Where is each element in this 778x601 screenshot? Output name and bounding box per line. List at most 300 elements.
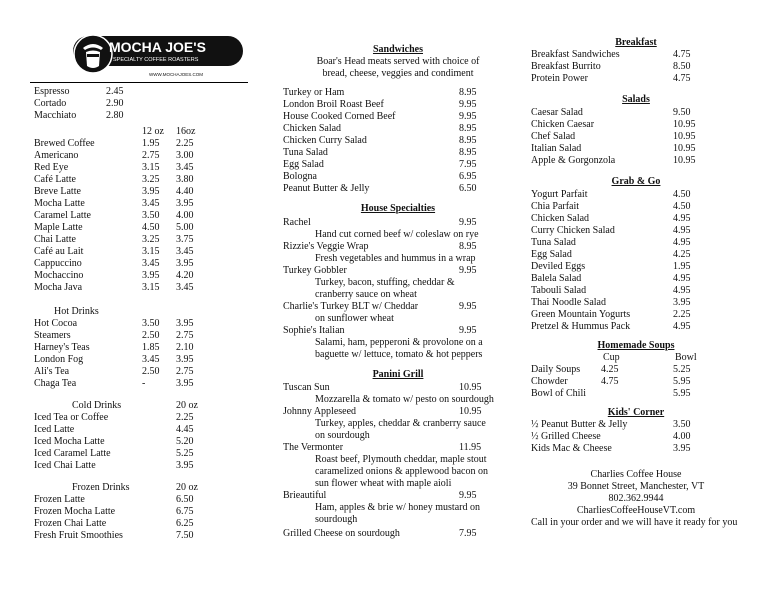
item-price-large: 3.45: [176, 246, 194, 257]
item-price-large: 3.95: [176, 378, 194, 389]
size-small-header: 12 oz: [142, 126, 164, 137]
item-price: 11.95: [459, 442, 482, 453]
item-description: Hand cut corned beef w/ coleslaw on rye: [315, 229, 479, 240]
menu-item: [531, 119, 746, 131]
item-name: Iced Caramel Latte: [34, 448, 111, 459]
menu-item: [283, 111, 513, 123]
item-price: 4.95: [673, 321, 691, 332]
item-price-large: 3.45: [176, 282, 194, 293]
menu-item: [34, 530, 244, 542]
item-name: Turkey or Ham: [283, 87, 345, 98]
footer-address: 39 Bonnet Street, Manchester, VT: [567, 481, 705, 492]
item-price: 6.95: [459, 171, 477, 182]
item-price-large: 2.25: [176, 138, 194, 149]
item-price-large: 5.00: [176, 222, 194, 233]
item-price: 8.95: [459, 147, 477, 158]
salads-header: Salads: [622, 94, 650, 105]
item-name: Yogurt Parfait: [531, 189, 588, 200]
item-name: Café Latte: [34, 174, 76, 185]
item-description: Mozzarella & tomato w/ pesto on sourdough: [315, 394, 494, 405]
item-name: Mochaccino: [34, 270, 84, 281]
item-name: Steamers: [34, 330, 71, 341]
menu-item: [283, 442, 513, 454]
item-description: cranberry sauce on wheat: [315, 289, 417, 300]
menu-item: [34, 460, 244, 472]
item-name: Ali's Tea: [34, 366, 70, 377]
menu-item: [531, 49, 746, 61]
item-price-large: 3.75: [176, 234, 194, 245]
item-price-small: 3.45: [142, 354, 160, 365]
size-header: 20 oz: [176, 400, 198, 411]
menu-item: [34, 436, 244, 448]
item-name: Rachel: [283, 217, 311, 228]
item-price: 3.50: [673, 419, 691, 430]
menu-item: [531, 261, 746, 273]
menu-item: [531, 431, 746, 443]
menu-item: [283, 159, 513, 171]
menu-item: [531, 376, 746, 388]
item-price-small: 3.95: [142, 186, 160, 197]
item-price: 4.45: [176, 424, 194, 435]
item-name: Mocha Latte: [34, 198, 85, 209]
menu-item: [531, 364, 746, 376]
item-name: Iced Mocha Latte: [34, 436, 105, 447]
sandwiches-header: Sandwiches: [372, 44, 423, 55]
item-price: 10.95: [673, 155, 696, 166]
item-name: Tabouli Salad: [531, 285, 587, 296]
menu-item: [283, 99, 513, 111]
menu-item: [283, 217, 513, 229]
menu-item: [531, 143, 746, 155]
item-name: Turkey Gobbler: [283, 265, 347, 276]
item-price: 7.50: [176, 530, 194, 541]
menu-item: [34, 270, 244, 282]
item-description: on sourdough: [315, 430, 370, 441]
menu-item: [34, 86, 244, 98]
item-price: 2.25: [176, 412, 194, 423]
spacer: [34, 472, 244, 482]
item-name: Cappuccino: [34, 258, 82, 269]
item-description: Roast beef, Plymouth cheddar, maple stout: [315, 454, 487, 465]
cold-drinks-header: [34, 400, 244, 412]
menu-item: [531, 201, 746, 213]
homemade-soups-header: Homemade Soups: [597, 340, 675, 351]
menu-item: [34, 186, 244, 198]
spacer: [531, 455, 746, 469]
item-name: Caesar Salad: [531, 107, 583, 118]
item-name: Balela Salad: [531, 273, 582, 284]
item-name: Cortado: [34, 98, 67, 109]
item-price: 9.95: [459, 111, 477, 122]
spacer: [531, 85, 746, 93]
menu-item: [34, 258, 244, 270]
item-price: 3.95: [673, 297, 691, 308]
item-price-large: 2.75: [176, 330, 194, 341]
kids-corner-header: Kids' Corner: [607, 407, 665, 418]
item-name: Tuna Salad: [283, 147, 328, 158]
item-price-small: -: [142, 378, 146, 389]
item-description: sourdough: [315, 514, 358, 525]
menu-item: [34, 366, 244, 378]
section-title: Hot Drinks: [54, 306, 99, 317]
item-name: ½ Grilled Cheese: [531, 431, 601, 442]
item-name: Iced Chai Latte: [34, 460, 96, 471]
footer-phone: 802.362.9944: [608, 493, 664, 504]
item-price: 1.95: [673, 261, 691, 272]
menu-item: [34, 424, 244, 436]
menu-item: [34, 342, 244, 354]
menu-item: [531, 419, 746, 431]
menu-item: [34, 448, 244, 460]
spacer: [531, 167, 746, 175]
item-price: 5.25: [176, 448, 194, 459]
item-price: 3.95: [673, 443, 691, 454]
item-name: London Fog: [34, 354, 84, 365]
menu-item: [531, 237, 746, 249]
item-price-large: 3.00: [176, 150, 194, 161]
item-price: 6.25: [176, 518, 194, 529]
item-name: Bowl of Chili: [531, 388, 587, 399]
item-name: Espresso: [34, 86, 70, 97]
item-price-large: 4.40: [176, 186, 194, 197]
menu-item: [283, 87, 513, 99]
item-price: 4.95: [673, 237, 691, 248]
section-description: bread, cheese, veggies and condiment: [322, 68, 474, 79]
item-name: Thai Noodle Salad: [531, 297, 606, 308]
menu-item: [34, 150, 244, 162]
menu-item: [531, 249, 746, 261]
menu-item: [531, 273, 746, 285]
menu-item: [34, 138, 244, 150]
item-price: 4.95: [673, 273, 691, 284]
menu-item: [283, 241, 513, 253]
menu-item: [283, 325, 513, 337]
menu-item: [283, 183, 513, 195]
item-description: sun flower wheat with maple aioli: [315, 478, 452, 489]
menu-item: [34, 354, 244, 366]
item-name: Mocha Java: [34, 282, 83, 293]
item-price: 8.95: [459, 87, 477, 98]
footer-name: Charlies Coffee House: [590, 469, 682, 480]
menu-item: [531, 155, 746, 167]
item-price-large: 3.95: [176, 258, 194, 269]
item-name: The Vermonter: [283, 442, 344, 453]
item-price: 4.50: [673, 201, 691, 212]
item-price: 6.50: [459, 183, 477, 194]
menu-item: [34, 110, 244, 122]
spacer: [283, 80, 513, 87]
item-price-small: 2.75: [142, 150, 160, 161]
item-price-small: 3.25: [142, 174, 160, 185]
breakfast-column: [531, 36, 746, 529]
menu-item: [34, 162, 244, 174]
footer-call-in: Call in your order and we will have it ready for you: [531, 517, 738, 528]
menu-item: [34, 222, 244, 234]
item-name: Macchiato: [34, 110, 77, 121]
menu-item: [34, 506, 244, 518]
item-price-bowl: 5.25: [673, 364, 691, 375]
menu-item: [531, 443, 746, 455]
item-name: Apple & Gorgonzola: [531, 155, 616, 166]
item-price-small: 3.45: [142, 198, 160, 209]
item-name: Frozen Chai Latte: [34, 518, 107, 529]
house-specialties-header: House Specialties: [360, 203, 436, 214]
item-name: Charlie's Turkey BLT w/ Cheddar: [283, 301, 419, 312]
cup-header: Cup: [603, 352, 620, 363]
section-title: Frozen Drinks: [72, 482, 130, 493]
spacer: [283, 361, 513, 368]
menu-item: [34, 198, 244, 210]
item-name: Egg Salad: [531, 249, 572, 260]
item-name: Brewed Coffee: [34, 138, 95, 149]
item-price-small: 1.85: [142, 342, 160, 353]
item-name: Grilled Cheese on sourdough: [283, 528, 400, 539]
item-name: Tuscan Sun: [283, 382, 330, 393]
menu-item: [34, 494, 244, 506]
frozen-drinks-header: [34, 482, 244, 494]
item-name: London Broil Roast Beef: [283, 99, 384, 110]
item-price: 9.95: [459, 217, 477, 228]
item-price: 4.25: [673, 249, 691, 260]
menu-item: [34, 282, 244, 294]
item-name: Johnny Appleseed: [283, 406, 357, 417]
size-header-row: [34, 126, 244, 138]
item-price-large: 4.00: [176, 210, 194, 221]
item-name: Kids Mac & Cheese: [531, 443, 612, 454]
soup-size-header-row: [531, 352, 746, 364]
menu-item: [531, 309, 746, 321]
item-name: Peanut Butter & Jelly: [283, 183, 370, 194]
menu-item: [283, 301, 513, 313]
item-name: Caramel Latte: [34, 210, 91, 221]
item-price-bowl: 5.95: [673, 388, 691, 399]
item-price: 5.20: [176, 436, 194, 447]
item-name: Chicken Salad: [283, 123, 342, 134]
menu-item: [34, 174, 244, 186]
item-price: 9.50: [673, 107, 691, 118]
menu-item: [283, 490, 513, 502]
item-price: 6.75: [176, 506, 194, 517]
item-name: Iced Latte: [34, 424, 75, 435]
menu-item: [531, 388, 746, 400]
spacer: [283, 195, 513, 202]
logo-name: MOCHA JOE'S: [109, 39, 206, 55]
item-price-small: 3.50: [142, 318, 160, 329]
item-name: Harney's Teas: [34, 342, 90, 353]
item-price-large: 3.80: [176, 174, 194, 185]
item-price-small: 1.95: [142, 138, 160, 149]
logo-graphic: [73, 34, 243, 80]
menu-item: [34, 210, 244, 222]
menu-item: [531, 297, 746, 309]
item-name: Breve Latte: [34, 186, 81, 197]
footer-web: CharliesCoffeeHouseVT.com: [576, 505, 696, 516]
menu-item: [531, 131, 746, 143]
item-description: Salami, ham, pepperoni & provolone on a: [315, 337, 483, 348]
item-price-large: 2.75: [176, 366, 194, 377]
item-price-large: 3.95: [176, 354, 194, 365]
item-name: Green Mountain Yogurts: [531, 309, 631, 320]
item-name: Americano: [34, 150, 79, 161]
drinks-column: [34, 86, 244, 542]
item-price: 9.95: [459, 325, 477, 336]
menu-item: [34, 318, 244, 330]
item-price: 10.95: [459, 382, 482, 393]
menu-item: [283, 123, 513, 135]
section-title: Cold Drinks: [72, 400, 122, 411]
item-price: 2.90: [106, 98, 124, 109]
menu-item: [283, 147, 513, 159]
spacer: [34, 390, 244, 400]
item-price-small: 3.15: [142, 162, 160, 173]
item-name: Breakfast Burrito: [531, 61, 601, 72]
menu-item: [531, 285, 746, 297]
item-name: Chia Parfait: [531, 201, 580, 212]
panini-grill-header: Panini Grill: [372, 369, 424, 380]
menu-item: [34, 518, 244, 530]
item-description: baguette w/ lettuce, tomato & hot peppers: [315, 349, 483, 360]
menu-item: [531, 225, 746, 237]
item-name: Chef Salad: [531, 131, 576, 142]
item-name: Fresh Fruit Smoothies: [34, 530, 123, 541]
menu-item: [283, 171, 513, 183]
menu-item: [283, 382, 513, 394]
item-name: Rizzie's Veggie Wrap: [283, 241, 369, 252]
item-name: Pretzel & Hummus Pack: [531, 321, 631, 332]
item-name: Egg Salad: [283, 159, 324, 170]
item-price-small: 3.15: [142, 282, 160, 293]
item-price: 4.50: [673, 189, 691, 200]
logo-url: WWW.MOCHAJOES.COM: [149, 72, 203, 77]
logo-subtitle: SPECIALTY COFFEE ROASTERS: [113, 57, 199, 63]
item-name: Bologna: [283, 171, 317, 182]
menu-item: [34, 234, 244, 246]
item-price: 9.95: [459, 490, 477, 501]
hot-drinks-header: [34, 306, 244, 318]
item-price-small: 3.50: [142, 210, 160, 221]
sandwiches-column: [283, 43, 513, 540]
item-price-large: 4.20: [176, 270, 194, 281]
grab-and-go-header: Grab & Go: [611, 176, 661, 187]
menu-item: [531, 321, 746, 333]
breakfast-header: Breakfast: [615, 37, 657, 48]
item-price: 7.95: [459, 159, 477, 170]
item-price-cup: 4.25: [601, 364, 619, 375]
menu-item: [531, 213, 746, 225]
item-price-small: 3.25: [142, 234, 160, 245]
item-name: Brieautiful: [283, 490, 327, 501]
bowl-header: Bowl: [675, 352, 697, 363]
item-price: 2.45: [106, 86, 124, 97]
item-name: Hot Cocoa: [34, 318, 78, 329]
item-name: Tuna Salad: [531, 237, 576, 248]
menu-item: [34, 412, 244, 424]
item-name: Deviled Eggs: [531, 261, 586, 272]
item-price: 4.95: [673, 285, 691, 296]
item-name: Café au Lait: [34, 246, 84, 257]
item-description: Ham, apples & brie w/ honey mustard on: [315, 502, 480, 513]
item-price: 9.95: [459, 265, 477, 276]
item-price-bowl: 5.95: [673, 376, 691, 387]
item-price-large: 2.10: [176, 342, 194, 353]
item-description: caramelized onions & applewood bacon on: [315, 466, 488, 477]
menu-item: [531, 189, 746, 201]
item-name: Frozen Latte: [34, 494, 85, 505]
menu-item: [34, 330, 244, 342]
item-price: 9.95: [459, 99, 477, 110]
item-price: 2.80: [106, 110, 124, 121]
menu-item: [531, 107, 746, 119]
item-name: Chicken Caesar: [531, 119, 595, 130]
menu-item: [283, 135, 513, 147]
item-price-small: 2.50: [142, 330, 160, 341]
item-name: Daily Soups: [531, 364, 581, 375]
item-name: Italian Salad: [531, 143, 582, 154]
item-price: 3.95: [176, 460, 194, 471]
item-price: 4.95: [673, 225, 691, 236]
item-price: 10.95: [459, 406, 482, 417]
item-price: 2.25: [673, 309, 691, 320]
item-price: 4.75: [673, 49, 691, 60]
menu-item: [34, 378, 244, 390]
menu-item: [34, 98, 244, 110]
item-price-large: 3.95: [176, 318, 194, 329]
item-price: 10.95: [673, 131, 696, 142]
menu-item: [531, 73, 746, 85]
item-price-small: 3.95: [142, 270, 160, 281]
item-price: 7.95: [459, 528, 477, 539]
item-price-small: 3.15: [142, 246, 160, 257]
item-price-small: 3.45: [142, 258, 160, 269]
item-price: 10.95: [673, 143, 696, 154]
item-price: 6.50: [176, 494, 194, 505]
size-large-header: 16oz: [176, 126, 196, 137]
menu-item: [34, 246, 244, 258]
item-price-cup: 4.75: [601, 376, 619, 387]
item-price: 10.95: [673, 119, 696, 130]
item-name: Chai Latte: [34, 234, 76, 245]
item-price: 4.75: [673, 73, 691, 84]
logo-divider: [30, 82, 248, 83]
item-name: Protein Power: [531, 73, 588, 84]
size-header: 20 oz: [176, 482, 198, 493]
item-name: Curry Chicken Salad: [531, 225, 615, 236]
menu-item: [531, 61, 746, 73]
menu-item: [283, 265, 513, 277]
spacer: [34, 294, 244, 306]
item-price-large: 3.95: [176, 198, 194, 209]
item-description: Turkey, bacon, stuffing, cheddar &: [315, 277, 455, 288]
item-name: Frozen Mocha Latte: [34, 506, 116, 517]
item-description: Fresh vegetables and hummus in a wrap: [315, 253, 476, 264]
item-price-large: 3.45: [176, 162, 194, 173]
item-name: Chicken Salad: [531, 213, 590, 224]
item-price-small: 2.50: [142, 366, 160, 377]
item-name: Chicken Curry Salad: [283, 135, 367, 146]
item-description: on sunflower wheat: [315, 313, 394, 324]
mocha-joes-logo: [73, 34, 243, 80]
item-name: ½ Peanut Butter & Jelly: [531, 419, 628, 430]
item-price: 9.95: [459, 301, 477, 312]
item-name: Chowder: [531, 376, 568, 387]
menu-item: [283, 406, 513, 418]
item-price: 8.50: [673, 61, 691, 72]
item-price: 8.95: [459, 123, 477, 134]
item-name: Sophie's Italian: [283, 325, 345, 336]
item-name: Maple Latte: [34, 222, 83, 233]
item-name: House Cooked Corned Beef: [283, 111, 396, 122]
item-price: 8.95: [459, 135, 477, 146]
